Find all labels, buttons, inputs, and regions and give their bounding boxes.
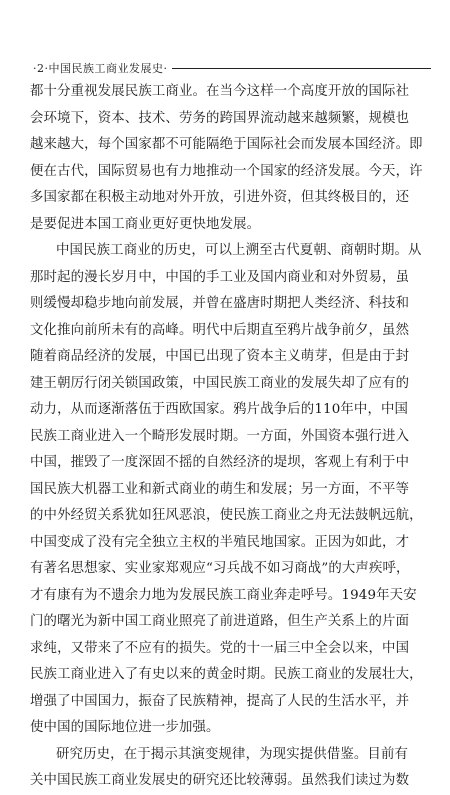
text-line: 便在古代，国际贸易也有力地推动一个国家的经济发展。今天，许 [30, 163, 423, 179]
running-header [33, 61, 431, 75]
text-line: 多国家都在积极主动地对外开放，引进外资，但其终极目的，还 [30, 190, 410, 205]
text-line: 民族工商业进入一个畸形发展时期。一方面，外国资本强行进入 [30, 428, 410, 444]
text-line: 国民族大机器工业和新式商业的萌生和发展；另一方面，不平等 [30, 481, 410, 497]
text-line: 中国民族工商业的历史，可以上溯至古代夏朝、商朝时期。从 [56, 243, 422, 258]
text-line: 民族工商业进入了有史以来的黄金时期。民族工商业的发展壮大， [30, 667, 423, 682]
text-line: 是要促进本国工商业更好更快地发展。 [30, 216, 261, 232]
running-head-text: ·2·中国民族工商业发展史· [33, 62, 168, 75]
text-line: 的中外经贸关系犹如狂风恶浪，使民族工商业之舟无法鼓帆远航， [30, 508, 423, 523]
text-line: 使中国的国际地位进一步加强。 [30, 720, 220, 735]
text-line: 随着商品经济的发展，中国已出现了资本主义萌芽，但是由于封 [30, 349, 410, 364]
text-line: 才有康有为不遗余力地为发展民族工商业奔走呼号。1949年天安 [30, 587, 417, 603]
text-line: 越来越大，每个国家都不可能隔绝于国际社会而发展本国经济。即 [30, 137, 423, 152]
text-line: 文化推向前所未有的高峰。明代中后期直至鸦片战争前夕，虽然 [30, 322, 410, 338]
text-line: 门的曙光为新中国工商业照亮了前进道路，但生产关系上的片面 [30, 614, 410, 629]
text-line: 建王朝厉行闭关锁国政策，中国民族工商业的发展失却了应有的 [30, 375, 410, 391]
text-line: 中国变成了没有完全独立主权的半殖民地国家。正因为如此，才 [30, 534, 410, 550]
text-line: 关中国民族工商业发展史的研究还比较薄弱。虽然我们读过为数 [30, 773, 410, 788]
text-line: 都十分重视发展民族工商业。在当今这样一个高度开放的国际社 [30, 84, 410, 99]
text-line: 研究历史，在于揭示其演变规律，为现实提供借鉴。目前有 [56, 746, 409, 762]
text-line: 求纯，又带来了不应有的损失。党的十一届三中全会以来，中国 [30, 640, 410, 656]
text-line: 会环境下，资本、技术、劳务的跨国界流动越来越频繁，规模也 [30, 110, 410, 126]
text-line: 有著名思想家、实业家郑观应“习兵战不如习商战”的大声疾呼， [30, 561, 410, 576]
text-line: 那时起的漫长岁月中，中国的手工业及国内商业和对外贸易，虽 [30, 269, 410, 285]
page-body-text [30, 79, 434, 795]
text-line: 则缓慢却稳步地向前发展，并曾在盛唐时期把人类经济、科技和 [30, 296, 410, 311]
text-line: 动力，从而逐渐落伍于西欧国家。鸦片战争后的110年中，中国 [30, 402, 409, 417]
header-rule [172, 68, 432, 69]
text-line: 中国，摧毁了一度深固不摇的自然经济的堤坝，客观上有利于中 [30, 455, 410, 470]
text-line: 增强了中国国力，振奋了民族精神，提高了人民的生活水平，并 [30, 693, 410, 709]
